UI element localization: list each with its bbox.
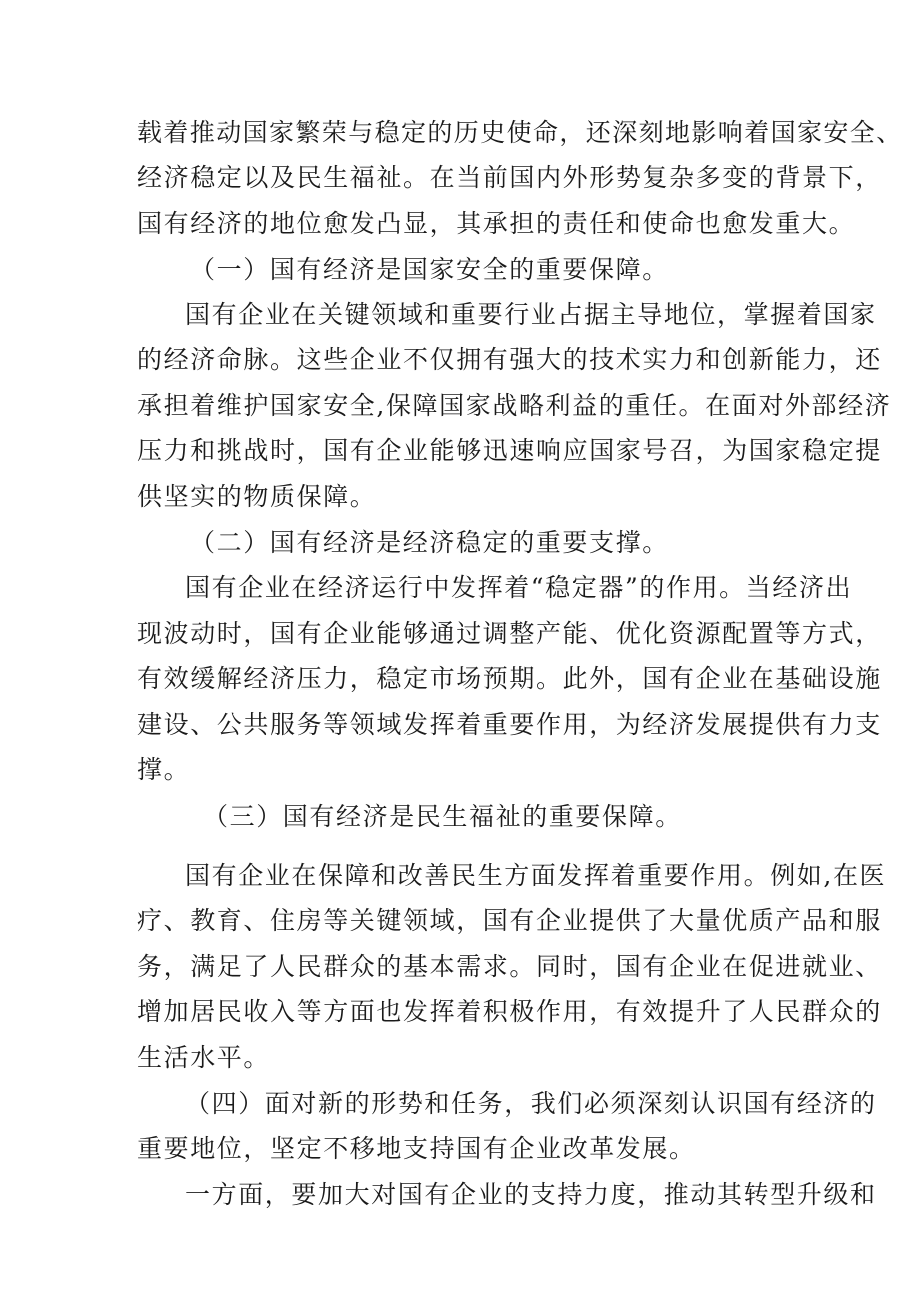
section-heading-1: （一）国有经济是国家安全的重要保障。 (190, 255, 669, 284)
paragraph-line: 国有企业在关键领域和重要行业占据主导地位，掌握着国家 (185, 300, 877, 329)
paragraph-line: 承担着维护国家安全,保障国家战略利益的重任。在面对外部经济 (137, 391, 892, 420)
paragraph-line: 疗、教育、住房等关键领域，国有企业提供了大量优质产品和服 (137, 906, 882, 935)
paragraph-line: 务，满足了人民群众的基本需求。同时，国有企业在促进就业、 (137, 952, 882, 981)
paragraph-line: 现波动时，国有企业能够通过调整产能、优化资源配置等方式， (137, 619, 882, 648)
paragraph-line: 载着推动国家繁荣与稳定的历史使命，还深刻地影响着国家安全、 (137, 118, 903, 147)
paragraph-line: 的经济命脉。这些企业不仅拥有强大的技术实力和创新能力，还 (137, 345, 882, 374)
section-heading-3: （三）国有经济是民生福祉的重要保障。 (203, 802, 682, 831)
paragraph-line: 压力和挑战时，国有企业能够迅速响应国家号召，为国家稳定提 (137, 436, 882, 465)
paragraph-line: 国有企业在保障和改善民生方面发挥着重要作用。例如,在医 (185, 861, 887, 890)
heading-line: 重要地位，坚定不移地支持国有企业改革发展。 (137, 1134, 696, 1163)
section-heading-2: （二）国有经济是经济稳定的重要支撑。 (190, 528, 669, 557)
heading-line: （四）面对新的形势和任务，我们必须深刻认识国有经济的 (185, 1089, 877, 1118)
paragraph-line: 经济稳定以及民生福祉。在当前国内外形势复杂多变的背景下， (137, 163, 882, 192)
paragraph-line: 增加居民收入等方面也发挥着积极作用，有效提升了人民群众的 (137, 997, 882, 1026)
paragraph-line: 有效缓解经济压力，稳定市场预期。此外，国有企业在基础设施 (137, 664, 882, 693)
paragraph-line: 国有经济的地位愈发凸显，其承担的责任和使命也愈发重大。 (137, 209, 856, 238)
paragraph-line: 国有企业在经济运行中发挥着“稳定器”的作用。当经济出 (185, 573, 853, 602)
paragraph-line: 生活水平。 (137, 1043, 271, 1072)
paragraph-line: 撑。 (137, 755, 191, 784)
paragraph-line: 供坚实的物质保障。 (137, 482, 377, 511)
paragraph-line: 一方面，要加大对国有企业的支持力度，推动其转型升级和 (185, 1180, 877, 1209)
paragraph-line: 建设、公共服务等领域发挥着重要作用，为经济发展提供有力支 (137, 710, 882, 739)
